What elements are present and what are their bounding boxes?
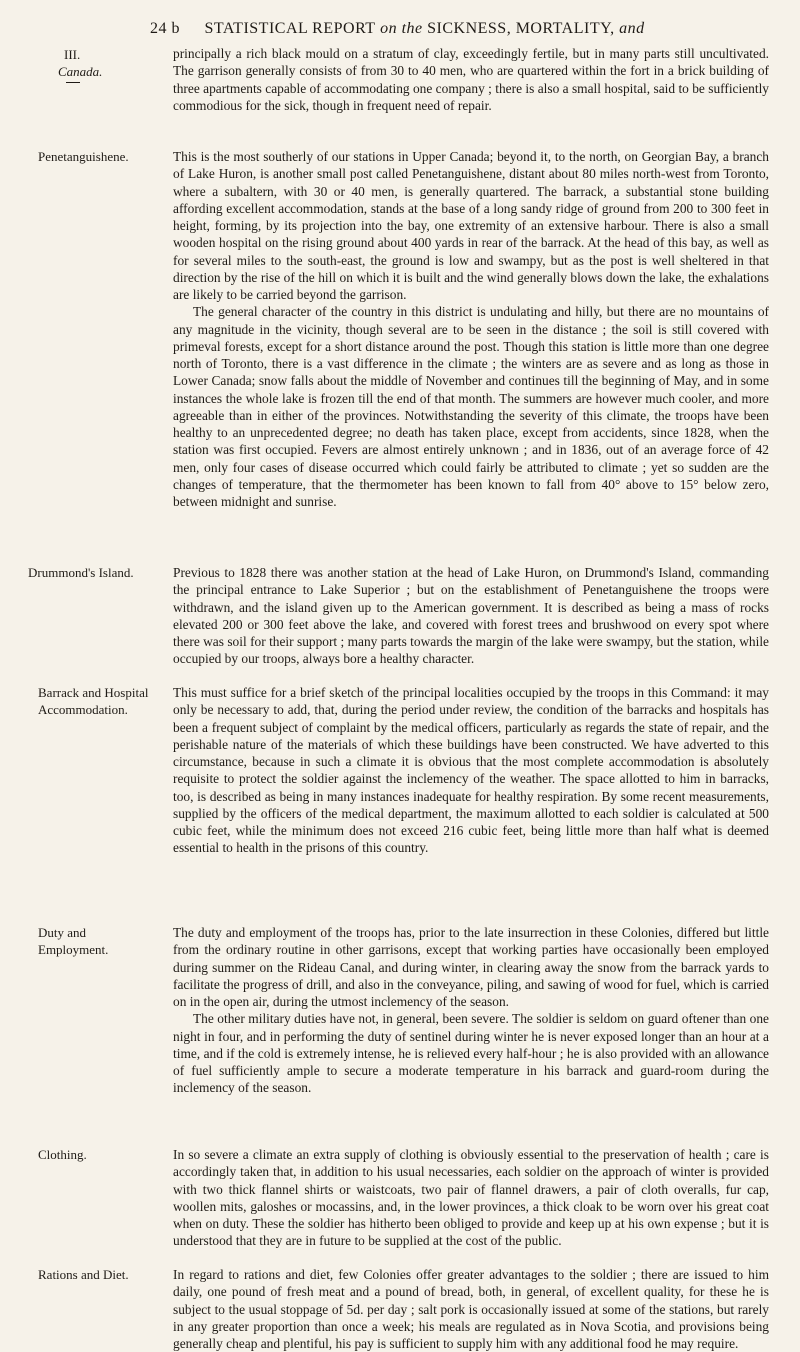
paragraph: The duty and employment of the troops has, prior to the late insurrection in these Colonies, differed but little from the ordinary routine in other garrisons, except that working parties have occasionally been employed during summer on the Rideau Canal, and during winter, in clearing away the snow from the barrack yards to facilitate the progress of drill, and also in the conveyance, piling, and sawing of wood for fuel, which is carried on in the open air, during the utmost inclemency of the season. xyxy=(173,925,769,1009)
margin-note-barrack: Barrack and Hospital Accommodation. xyxy=(38,685,149,718)
paragraph: This must suffice for a brief sketch of the principal localities occupied by the troops in this Command: it may only be necessary to add, that, during the period under review, the condition of the barracks and hospitals has been a frequent subject of complaint by the medical officers, particularly as regards the state of repair, and the perishable nature of the materials of which these buildings have been constructed. We have adverted to this circumstance, because in such a climate it is obvious that the most complete accommodation is absolutely requisite to protect the soldier against the inclemency of the weather. The space allotted to him in barracks, too, is described as being in many instances inadequate for healthy respiration. By some recent measurements, supplied by the officers of the medical department, the maximum allotted to each soldier is calculated at 500 cubic feet, while the minimum does not exceed 216 cubic feet, being little more than half what is deemed essential to health in the prisons of this country. xyxy=(173,685,769,856)
paragraph: The other military duties have not, in general, been severe. The soldier is seldom on guard oftener than one night in four, and in performing the duty of sentinel during winter he is never exposed longer than an hour at a time, and if the cold is extremely intense, he is relieved every half-hour ; he is also provided with an allowance of fuel sufficiently ample to secure a moderate temperature in his barrack and guard-room during the inclemency of the season. xyxy=(173,1011,769,1096)
header-title-rest: SICKNESS, MORTALITY, xyxy=(427,20,615,37)
margin-note-drummond: Drummond's Island. xyxy=(28,565,134,580)
paragraph: principally a rich black mould on a stratum of clay, exceedingly fertile, but in many parts still uncultivated. The garrison generally consists of from 30 to 40 men, who are quartered within the fort in a brick building of three apartments capable of accommodating one company ; there is also a small hospital, said to be sufficiently commodious for the sick, though in frequent need of repair. xyxy=(173,46,769,113)
paragraph: Previous to 1828 there was another station at the head of Lake Huron, on Drummond's Island, commanding the principal entrance to Lake Superior ; but on the establishment of Penetanguishene the troops were withdrawn, and the island given up to the American government. It is described as being a mass of rocks elevated 200 or 300 feet above the lake, and covered with forest trees and brushwood on every spot where there was soil for their support ; many parts towards the margin of the lake were swampy, but the station, while occupied by our troops, always bore a healthy character. xyxy=(173,565,769,667)
margin-rule xyxy=(66,82,80,83)
section-drummond xyxy=(173,564,769,668)
section-duty xyxy=(173,924,769,1097)
page-number: 24 b xyxy=(150,20,180,37)
paragraph: In regard to rations and diet, few Colonies offer greater advantages to the soldier ; there are issued to him daily, one pound of fresh meat and a pound of bread, both, in general, of excellent quality, for these he is subject to the usual stoppage of 5d. per day ; salt pork is occasionally issued at some of the stations, but rarely in any greater proportion than once a week; his meals are regulated as in Nova Scotia, and provisions being generally cheap and plentiful, his pay is sufficient to supply him with any additional food he may require. xyxy=(173,1267,769,1351)
paragraph: In so severe a climate an extra supply of clothing is obviously essential to the preservation of health ; care is accordingly taken that, in addition to his usual necessaries, each soldier on the approach of winter is provided with two thick flannel shirts or waistcoats, two pair of flannel drawers, a pair of cloth overalls, fur cap, woollen mits, galoshes or mocassins, and, in the lower provinces, a thick cloak to be worn over his great coat when on duty. These the soldier has hitherto been obliged to provide and keep up at his own expense ; but it is understood that they are in future to be supplied at the cost of the public. xyxy=(173,1147,769,1249)
section-rations xyxy=(173,1266,769,1352)
section-number: III. xyxy=(64,47,81,62)
section-penetanguishene xyxy=(173,148,769,510)
paragraph: The general character of the country in this district is undulating and hilly, but there are no mountains of any magnitude in the vicinity, though several are to be seen in the distance ; the soil is still covered with primeval forests, except for a short distance around the post. Though this station is little more than one degree north of Toronto, there is a vast difference in the climate ; the winters are as severe and as long as those in Lower Canada; snow falls about the middle of November and continues till the beginning of May, and in some instances the whole lake is frozen till the end of that month. The summers are however much cooler, and more agreeable than in either of the provinces. Notwithstanding the severity of this climate, the troops have been healthy to an unprecedented degree; no death has taken place, except from accidents, since 1828, when the station was first occupied. Fevers are almost entirely unknown ; and in 1836, out of an average force of 42 men, only four cases of disease occurred which could fairly be attributed to climate ; yet so sudden are the changes of temperature, that the thermometer has been known to fall from 40° above to 15° below zero, between midnight and sunrise. xyxy=(173,304,769,509)
margin-note-penetanguishene: Penetanguishene. xyxy=(38,149,129,164)
header-title-on: on the xyxy=(380,20,423,37)
margin-note-clothing: Clothing. xyxy=(38,1147,87,1162)
province-label: Canada. xyxy=(58,64,103,79)
running-header xyxy=(150,20,645,38)
paragraph: This is the most southerly of our stations in Upper Canada; beyond it, to the north, on Georgian Bay, a branch of Lake Huron, is another small post called Penetanguishene, distant about 80 miles north-west from Toronto, where a subaltern, with 30 or 40 men, is generally quartered. The barrack, a substantial stone building affording excellent accommodation, stands at the base of a long sandy ridge of ground from 200 to 300 feet in height, forming, by its projection into the bay, one extremity of an extensive harbour. There is also a small wooden hospital on the rising ground about 400 yards in rear of the barrack. At the head of this bay, as well as for several miles to the south-east, the ground is low and swampy, but as the post is well sheltered in that direction by the rise of the hill on which it is built and the wind generally blows down the lake, the exhalations are likely to be carried beyond the garrison. xyxy=(173,149,769,302)
section-clothing xyxy=(173,1146,769,1250)
margin-note-rations: Rations and Diet. xyxy=(38,1267,129,1282)
margin-note-duty: Duty and Employment. xyxy=(38,925,109,958)
header-title-and: and xyxy=(619,20,645,37)
section-intro xyxy=(173,45,769,114)
header-title: STATISTICAL REPORT xyxy=(204,20,376,37)
section-barrack xyxy=(173,684,769,857)
